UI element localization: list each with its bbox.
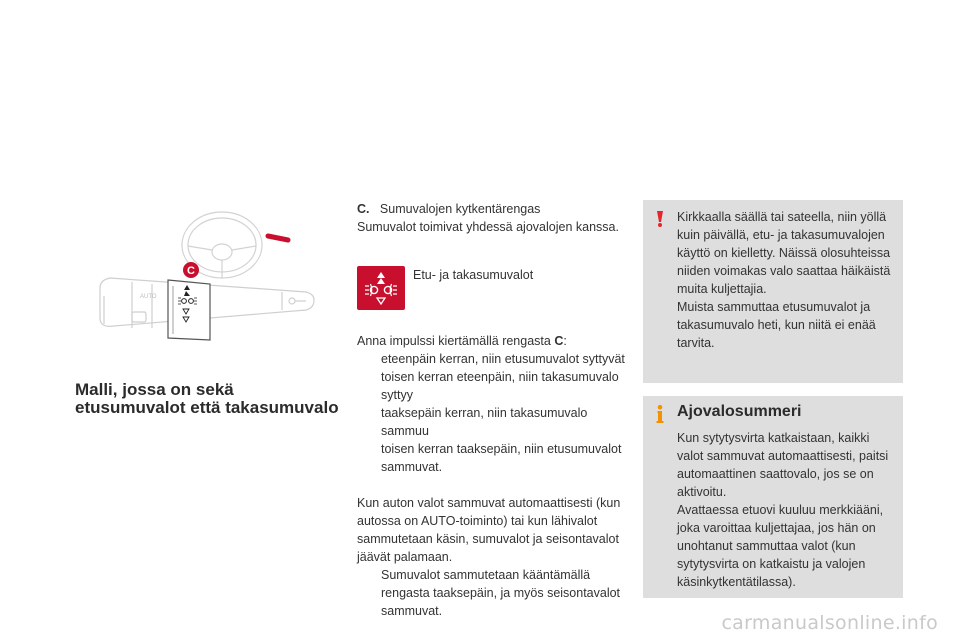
warning-text: [677, 208, 893, 352]
warning-box: [643, 200, 903, 383]
instruction-letter: C: [554, 334, 564, 348]
instruction-prefix: Anna impulssi kiertämällä rengasta: [357, 334, 555, 348]
stalk-illustration: [92, 200, 342, 360]
auto-off-list: [357, 566, 629, 620]
c-label: C.: [357, 202, 370, 216]
warning-paragraph-2: Muista sammuttaa etusumuvalot ja takasumuvalo heti, kun niitä ei enää tarvita.: [677, 300, 876, 350]
list-item: [357, 566, 629, 620]
notice-paragraph-2: Avattaessa etuovi kuuluu merkkiääni, joka varoittaa kuljettajaa, jos hän on unohtanut sammuttaa valot (kun sytytysvirta on katkaistu ja valojen käsinkytkentätilassa).: [677, 503, 884, 589]
notice-box: [643, 396, 903, 598]
list-item-text: Sumuvalot sammutetaan kääntämällä rengasta taaksepäin, ja myös seisontavalot sammuvat.: [381, 568, 621, 618]
list-item: [357, 350, 629, 368]
notice-paragraph-1: Kun sytytysvirta katkaistaan, kaikki valot sammuvat automaattisesti, paitsi automaattinen saattovalo, jos se on aktivoitu.: [677, 431, 889, 499]
notice-title: Ajovalosummeri: [677, 403, 802, 420]
warning-paragraph-1: Kirkkaalla säällä tai sateella, niin yöllä kuin päivällä, etu- ja takasumuvalojen käyttö on kielletty. Näissä olosuhteissa niiden voimakas valo saattaa häikäistä muita kuljettajia.: [677, 210, 891, 296]
warning-exclamation-icon: [651, 210, 669, 233]
list-item-text: eteenpäin kerran, niin etusumuvalot syttyvät: [381, 352, 625, 366]
heading-line-2: etusumuvalot että takasumuvalo: [75, 398, 339, 417]
auto-lever-text: AUTO: [140, 294, 157, 300]
heading-line-1: Malli, jossa on sekä: [75, 380, 234, 399]
list-item: [357, 404, 629, 440]
list-item-text: toisen kerran taaksepäin, niin etusumuvalot sammuvat.: [381, 442, 622, 474]
callout-c-marker: [183, 262, 199, 278]
info-icon: [651, 404, 669, 429]
c-title-line: [357, 200, 629, 218]
instruction-line: [357, 332, 629, 350]
fog-lamp-row: [357, 266, 629, 322]
c-description: Sumuvalot toimivat yhdessä ajovalojen kanssa.: [357, 220, 619, 234]
fog-lamp-label: Etu- ja takasumuvalot: [413, 268, 534, 282]
auto-off-paragraph: Kun auton valot sammuvat automaattisesti (kun autossa on AUTO-toiminto) tai kun lähivalot sammutetaan käsin, sumuvalot ja seisontavalot jäävät palamaan.: [357, 496, 621, 564]
watermark: carmanualsonline.info: [721, 612, 938, 634]
wheel-position-marker: [268, 236, 288, 240]
middle-column: [357, 200, 629, 620]
list-item-text: toisen kerran eteenpäin, niin takasumuvalo syttyy: [381, 370, 619, 402]
instruction-suffix: :: [563, 334, 567, 348]
c-title: Sumuvalojen kytkentärengas: [379, 202, 541, 216]
list-item-text: taaksepäin kerran, niin takasumuvalo sammuu: [381, 406, 588, 438]
fog-ring-c: [168, 280, 210, 340]
list-item: [357, 440, 629, 476]
notice-text: [677, 429, 893, 591]
list-item: [357, 368, 629, 404]
section-heading: [75, 381, 345, 417]
front-rear-fog-lamp-icon: [357, 266, 405, 310]
ring-steps-list: [357, 350, 629, 476]
callout-c-letter: C: [187, 265, 195, 277]
lighting-stalk-drawing: [92, 200, 342, 360]
